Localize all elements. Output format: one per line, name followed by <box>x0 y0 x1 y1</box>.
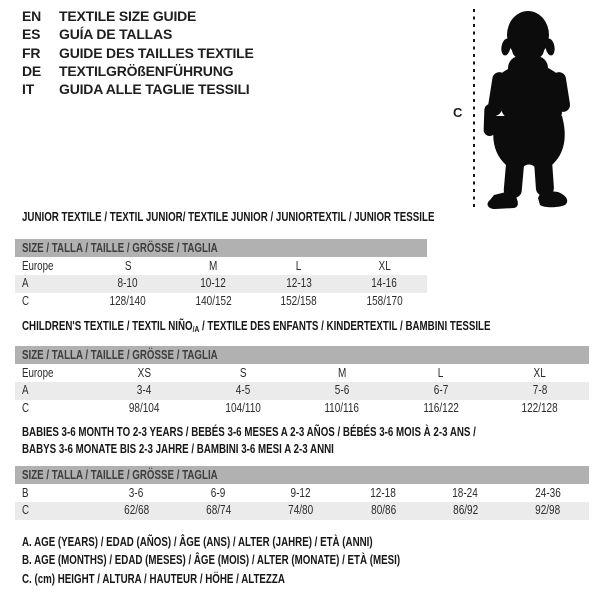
size-cell: 6-9 <box>211 486 226 500</box>
size-cell: 7-8 <box>532 383 547 398</box>
size-cell: 24-36 <box>535 486 561 500</box>
footnotes-block <box>22 533 507 588</box>
size-cell: 122/128 <box>521 400 558 415</box>
lang-code: EN <box>22 8 42 24</box>
size-cell: 12-13 <box>285 276 312 291</box>
children-section-title <box>22 318 600 338</box>
size-cell: 158/170 <box>366 293 403 308</box>
size-cell: L <box>438 366 444 380</box>
babies-title-line2: BABYS 3-6 MONATE BIS 2-3 JAHRE / BAMBINI 3-6 MESI A 2-3 ANNI <box>22 442 334 456</box>
height-dashed-line <box>473 9 475 209</box>
size-cell: 74/80 <box>288 503 314 518</box>
table-row-europe <box>15 365 589 382</box>
language-row-fr <box>22 44 254 62</box>
size-cell: 3-4 <box>137 383 152 398</box>
row-label: B <box>22 486 29 500</box>
height-marker-label: C <box>453 105 463 120</box>
row-label: Europe <box>22 366 54 380</box>
language-row-en <box>22 7 254 25</box>
size-cell: 6-7 <box>433 383 449 398</box>
size-cell: 152/158 <box>280 293 317 308</box>
size-cell: S <box>239 366 247 380</box>
table-row-c <box>15 400 589 417</box>
size-header-text: SIZE / TALLA / TAILLE / GRÖSSE / TAGLIA <box>22 468 218 482</box>
lang-code: ES <box>22 26 41 43</box>
lang-code: FR <box>22 44 41 61</box>
size-cell: 4-5 <box>235 383 251 398</box>
size-cell: S <box>124 259 132 273</box>
row-label: Europe <box>22 259 54 273</box>
row-label: C <box>22 400 30 415</box>
size-cell: 116/122 <box>423 400 459 415</box>
babies-size-table <box>15 466 589 520</box>
size-cell: 12-18 <box>370 486 396 500</box>
language-row-es <box>22 25 254 43</box>
size-header-bar <box>15 346 589 365</box>
row-label: C <box>22 293 30 308</box>
size-header-text: SIZE / TALLA / TAILLE / GRÖSSE / TAGLIA <box>22 241 218 255</box>
lang-label: GUIDA ALLE TAGLIE TESSILI <box>59 81 250 98</box>
size-cell: XL <box>533 366 546 380</box>
footnote-b: B. AGE (MONTHS) / EDAD (MESES) / ÂGE (MOIS) / ALTER (MONATE) / ETÀ (MESI) <box>22 553 401 568</box>
children-title-text: CHILDREN'S TEXTILE / TEXTIL $NIÑO_{/A}$ / TEXTILE DES ENFANTS / KINDERTEXTIL / BAMBINI TESSILE <box>22 319 491 334</box>
language-title-block <box>22 7 254 98</box>
lang-label: GUIDE DES TAILLES TEXTILE <box>59 44 254 61</box>
size-cell: 110/116 <box>324 400 360 415</box>
size-cell: 10-12 <box>200 276 227 291</box>
nino-a-subscript: /A <box>192 324 200 334</box>
junior-size-table <box>15 239 427 310</box>
size-cell: 80/86 <box>370 503 396 518</box>
size-cell: 5-6 <box>334 383 350 398</box>
lang-label: TEXTILE SIZE GUIDE <box>59 8 197 24</box>
size-cell: 3-6 <box>128 486 144 500</box>
toddler-silhouette-icon <box>478 2 600 212</box>
row-label: A <box>22 383 29 398</box>
size-cell: 9-12 <box>290 486 311 500</box>
language-row-it <box>22 80 254 98</box>
row-label: C <box>22 503 30 518</box>
language-row-de <box>22 62 254 80</box>
size-cell: 92/98 <box>535 503 561 518</box>
size-cell: 18-24 <box>452 486 479 500</box>
size-cell: 68/74 <box>205 503 231 518</box>
junior-title-text: JUNIOR TEXTILE / TEXTIL JUNIOR/ TEXTILE JUNIOR / JUNIORTEXTIL / JUNIOR TESSILE <box>22 210 435 224</box>
table-row-c <box>15 293 427 310</box>
size-cell: 98/104 <box>129 400 160 415</box>
size-cell: 8-10 <box>117 276 138 291</box>
table-row-a <box>15 382 589 399</box>
size-cell: 86/92 <box>452 503 478 518</box>
size-header-text: SIZE / TALLA / TAILLE / GRÖSSE / TAGLIA <box>22 348 218 362</box>
babies-title-line1: BABIES 3-6 MONTH TO 2-3 YEARS / BEBÉS 3-6 MESES A 2-3 AÑOS / BÉBÉS 3-6 MOIS À 2-3 ANS / <box>22 425 476 439</box>
size-cell: XL <box>378 259 391 273</box>
children-size-table <box>15 346 589 417</box>
size-cell: 104/110 <box>225 400 261 415</box>
table-row-a <box>15 275 427 292</box>
table-row-europe <box>15 258 427 275</box>
table-row-c <box>15 502 589 519</box>
babies-section-title <box>22 424 600 458</box>
size-cell: 128/140 <box>109 293 146 308</box>
size-cell: XS <box>137 366 152 380</box>
size-cell: 140/152 <box>195 293 232 308</box>
size-cell: L <box>295 259 302 273</box>
size-header-bar <box>15 466 589 485</box>
lang-label: TEXTILGRÖßENFÜHRUNG <box>59 62 234 79</box>
figure-area <box>440 0 600 215</box>
lang-code: IT <box>22 81 35 98</box>
lang-label: GUÍA DE TALLAS <box>59 26 173 43</box>
size-cell: M <box>209 259 218 273</box>
size-header-bar <box>15 239 427 258</box>
footnote-c: C. (cm) HEIGHT / ALTURA / HAUTEUR / HÖHE / ALTEZZA <box>22 571 285 586</box>
size-cell: 14-16 <box>371 276 398 291</box>
lang-code: DE <box>22 62 42 79</box>
row-label: A <box>22 276 29 291</box>
junior-section-title <box>22 209 551 226</box>
footnote-a: A. AGE (YEARS) / EDAD (AÑOS) / ÂGE (ANS) / ALTER (JAHRE) / ETÀ (ANNI) <box>22 535 373 549</box>
table-row-b <box>15 485 589 502</box>
size-cell: M <box>337 366 347 380</box>
size-cell: 62/68 <box>123 503 149 518</box>
